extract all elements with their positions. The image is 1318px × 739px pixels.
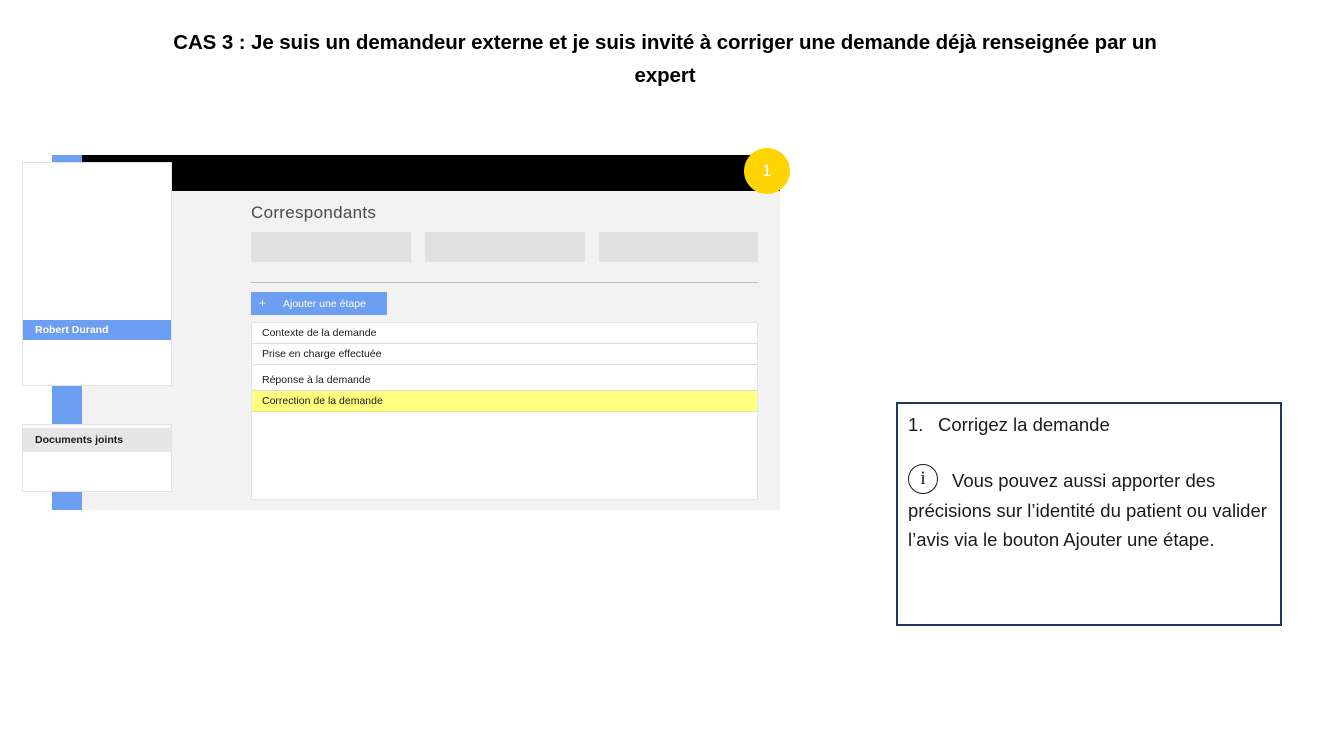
sidebar-panel-patient	[22, 162, 172, 386]
list-item[interactable]: Contexte de la demande	[252, 323, 757, 344]
app-top-bar	[82, 155, 780, 191]
list-item[interactable]: Réponse à la demande	[252, 370, 757, 391]
steps-panel	[251, 322, 758, 500]
info-icon: i	[908, 464, 938, 494]
callout-box	[896, 402, 1282, 626]
page-title: CAS 3 : Je suis un demandeur externe et je suis invité à corriger une demande déjà renseignée par un expert	[173, 31, 1157, 87]
callout-step-number: 1.	[908, 414, 924, 435]
list-item[interactable]: Prise en charge effectuée	[252, 344, 757, 365]
callout-info-text: Vous pouvez aussi apporter des précisions sur l’identité du patient ou valider l’avis via le bouton Ajouter une étape.	[908, 470, 1267, 550]
section-title-correspondants: Correspondants	[251, 203, 377, 222]
callout-step-label: Corrigez la demande	[938, 414, 1110, 435]
list-item-highlighted[interactable]: Correction de la demande	[252, 391, 757, 412]
add-step-button[interactable]	[251, 292, 387, 315]
correspondant-fields	[251, 232, 758, 262]
callout-step-1	[908, 414, 1110, 436]
plus-icon: +	[259, 296, 267, 310]
sidebar-item-documents[interactable]: Documents joints	[23, 428, 171, 452]
section-divider	[251, 282, 758, 283]
correspondant-field-1[interactable]	[251, 232, 411, 262]
correspondant-field-3[interactable]	[599, 232, 758, 262]
step-badge-1: 1	[744, 148, 790, 194]
add-step-button-label: Ajouter une étape	[283, 298, 366, 310]
sidebar-item-patient[interactable]: Robert Durand	[23, 320, 171, 340]
correspondant-field-2[interactable]	[425, 232, 585, 262]
